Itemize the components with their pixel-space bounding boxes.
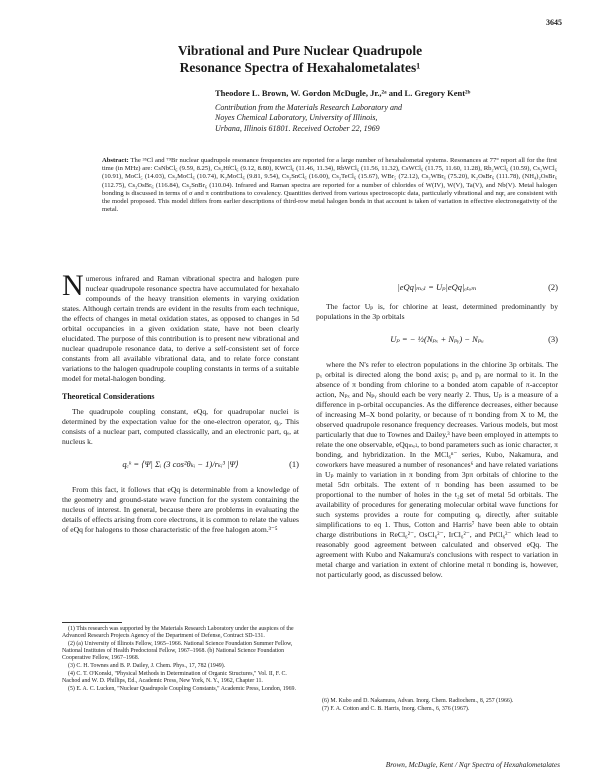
paragraph-3: From this fact, it follows that eQq is determinable from a knowledge of the geometry and ground-state wave function for the system containing the nucleus of interest. In general, because there are problems in evaluating the details of effects arising from core electrons, it is common to relate the values of eQq for halogens to those characteristic of the free halogen atom.³⁻⁵ <box>62 485 299 534</box>
equation-1-number: (1) <box>289 459 299 469</box>
title-line-2: Resonance Spectra of Hexahalometalates¹ <box>179 60 421 75</box>
equation-3 <box>316 328 558 354</box>
footnote: (7) F. A. Cotton and C. B. Harris, Inorg. Chem., 6, 376 (1967). <box>322 705 470 712</box>
abstract <box>102 157 557 214</box>
right-paragraph-1: The factor Uₚ is, for chlorine at least, determined predominantly by populations in the 3p orbitals <box>316 302 558 321</box>
intro-text: umerous infrared and Raman vibrational spectra and halogen pure nuclear quadrupole resonance spectra have accumulated for hexahalo compounds of the heavy transition elements in varying oxidation states. Although certain trends are evident in the results from each technique, the effects of changes in metal oxidation states, as opposed to changes in 5d orbital occupancies in a given oxidation state, have not been clearly elucidated. The purpose of this contribution is to present new vibrational and nuclear quadrupole resonance data, to derive a self-consistent set of force constants from all available vibrational data, and to relate force constant variations to the halogen quadrupole coupling constants in terms of a suitable model for metal-halogen bonding. <box>62 274 299 383</box>
paragraph-2: The quadrupole coupling constant, eQq, for quadrupolar nuclei is determined by the expectation value for the one-electron operator, q₀. This consists of a nuclear part, computed classically, and an electronic part, qₑ, at nucleus k. <box>62 407 299 446</box>
running-footer: Brown, McDugle, Kent / Nqr Spectra of Hexahalometalates <box>385 760 560 769</box>
equation-2-number: (2) <box>548 282 558 292</box>
footnotes-left <box>62 622 299 693</box>
right-paragraph-2: where the N's refer to electron populations in the chlorine 3p orbitals. The pₓ orbital is directed along the bond axis; pₓ and pᵧ are normal to it. In the absence of π bonding from chlorine to a bonded atom capable of π-acceptor action, Nₚₓ and Nₚᵧ should each be very nearly 2. Thus, Uₚ is a measure of a difference in p-orbital occupancies. As the difference decreases, either because of increasing M–X bond polarity, or because of π bonding from X to M, the observed quadrupole resonance frequency decreases. Various models, but most particularly that due to Townes and Dailey,³ have been employed in attempts to relate the one observable, eQqₘₒₗ, to bond parameters such as ionic character, π bonding, and hybridization. In the MCl₆ⁿ⁻ series, Kubo, Nakamura, and coworkers have measured a number of resonances⁶ and have related variations in Uₚ mainly to variation in π bonding from 3pπ orbitals of chlorine to the metal 5dπ orbitals. The extent of π bonding has been assumed to be proportional to the number of holes in the t₂g set of metal 5d orbitals. The availability of procedures for generating molecular orbital wave functions for such systems provides a route for computing qₑ directly, after suitable simplifications to eq 1. Thus, Cotton and Harris⁷ have been able to obtain charge distributions in ReCl₆²⁻, OsCl₆²⁻, IrCl₆²⁻, and PtCl₆²⁻ which lead to reasonably good agreement between calculated and observed eQq. The agreement with Kubo and Nakamura's conclusions with respect to variation in metal charge and variation in extent of chlorine metal π bonding is, however, not particularly good, as discussed below. <box>316 360 558 579</box>
equation-2-expression: |eQq|ₘₒₗ = Uₚ|eQq|ₐₜₒₘ <box>397 282 477 292</box>
right-column <box>316 274 558 580</box>
footnote-rule <box>62 622 122 623</box>
abstract-label: Abstract: <box>102 157 129 164</box>
affiliation-line-2: Noyes Chemical Laboratory, University of Illinois, <box>215 113 378 123</box>
abstract-text: The ³⁵Cl and ⁷⁹Br nuclear quadrupole resonance frequencies are reported for a large number of hexahalometal systems. Resonances at 77° report all for the first time (in MHz) are: CsNbCl₆ (9.59, 8.25), Cs₂HfCl₆ (9.12, 8.80), KWCl₆ (11.46, 11.34), RbWCl₆ (11.56, 11.32), CsWCl₆ (11.75, 11.60, 11.28), Rb₂WCl₆ (10.59), Cs₂WCl₆ (10.91), MoCl₅ (14.03), Cs₂MoCl₆ (10.74), K₂MoCl₆ (9.81, 9.54), Cs₂SnCl₆ (16.00), Cs₂TeCl₆ (15.67), WBr₅ (72.12), Cs₂WBr₆ (75.20), K₂OsBr₆ (111.78), (NH₄)₂OsBr₆ (112.75), Cs₂OsBr₆ (116.84), Cs₂SnBr₆ (110.04). Infrared and Raman spectra are reported for a number of chlorides of W(IV), W(V), Ta(V), and Nb(V). Metal halogen bonding is discussed in terms of σ and π contributions to covalency. Quantities derived from various spectroscopic data, particularly vibrational and nqr, are consistent with the model proposed. This model differs from earlier descriptions of third-row metal halogen bonds in that account is taken of variation in effective electronegativity of the metal. <box>102 157 557 214</box>
intro-paragraph <box>62 269 299 384</box>
left-column <box>62 269 299 535</box>
footnote: (1) This research was supported by the Materials Research Laboratory under the auspices of the Advanced Research Projects Agency of the Department of Defense, Contract SD-131. <box>62 626 294 640</box>
equation-1-expression: qₑᵏ = ⟨Ψ| Σᵢ (3 cos²θₖᵢ − 1)/rₖᵢ³ |Ψ⟩ <box>122 459 239 469</box>
equation-3-number: (3) <box>548 334 558 344</box>
equation-2 <box>316 280 558 296</box>
footnote: (5) E. A. C. Lucken, "Nuclear Quadrupole Coupling Constants," Academic Press, London, 1969. <box>68 685 296 692</box>
title-line-1: Vibrational and Pure Nuclear Quadrupole <box>177 43 423 58</box>
drop-cap: N <box>62 269 84 302</box>
equation-3-expression: Uₚ = − ½(Nₚₓ + Nₚᵧ) − Nₚᵤ <box>390 334 484 344</box>
footnote: (2) (a) University of Illinois Fellow, 1965–1966. National Science Foundation Summer Fellow, National Institutes of Health Predoctoral Fellow, 1967–1968. (b) National Science Foundation Cooperative Fellow, 1967–1968. <box>62 640 293 662</box>
footnotes-right <box>316 698 558 713</box>
affiliation-line-3: Urbana, Illinois 61801. Received October 22, 1969 <box>215 123 380 133</box>
section-heading: Theoretical Considerations <box>62 392 155 401</box>
footnote: (6) M. Kubo and D. Nakamura, Advan. Inorg. Chem. Radiochem., 8, 257 (1966). <box>322 698 514 704</box>
equation-1 <box>62 453 299 479</box>
affiliation <box>215 103 402 134</box>
authors: Theodore L. Brown, W. Gordon McDugle, Jr.,²ᵃ and L. Gregory Kent²ᵇ <box>215 88 471 98</box>
affiliation-line-1: Contribution from the Materials Research Laboratory and <box>215 103 402 112</box>
footnote: (3) C. H. Townes and B. P. Dailey, J. Chem. Phys., 17, 782 (1949). <box>68 663 226 670</box>
footnote: (4) C. T. O'Konski, "Physical Methods in Determination of Organic Structures," Vol. II, F. C. Nachod and W. D. Phillips, Ed., Academic Press, New York, N. Y., 1962, Chapter 11. <box>62 670 287 684</box>
article-title <box>0 42 600 76</box>
page-number: 3645 <box>546 18 562 27</box>
